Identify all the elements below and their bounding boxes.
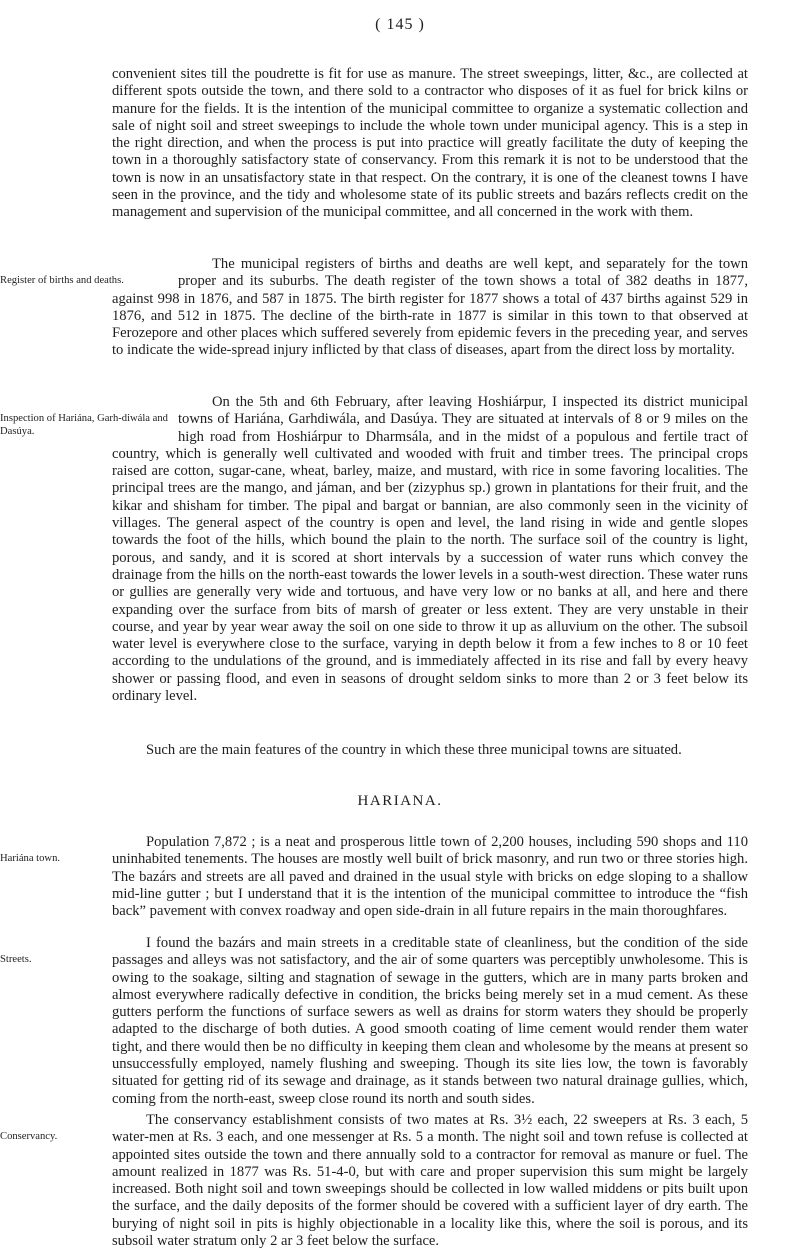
paragraph-hariana-town bbox=[0, 834, 748, 920]
paragraph-registers bbox=[0, 256, 748, 360]
margin-note-conservancy: Conservancy. bbox=[0, 1131, 58, 1142]
margin-note-hariana-town: Hariána town. bbox=[0, 853, 61, 864]
page-number: ( 145 ) bbox=[375, 16, 425, 33]
paragraph-streets bbox=[0, 935, 748, 1108]
margin-note-inspection: Inspection of Hariána, Garh-diwála and Dasúya. bbox=[0, 413, 168, 437]
paragraph-inspection bbox=[0, 394, 748, 705]
paragraph-registers-text: The municipal registers of births and deaths are well kept, and separately for the town proper and its suburbs. The death register of the town shows a total of 382 deaths in 1877, against 998 in 1876, and 587 in 1875. The birth register for 1877 shows a total of 437 births against 529 in 1876, and 512 in 1875. The decline of the birth-rate in 1877 is similar in this town to that observed at Ferozepore and other places which suffered severely from epidemic fevers in the preceding year, and serves to indicate the wide-spread injury inflicted by that class of diseases, apart from the direct loss by mortality. bbox=[112, 256, 748, 359]
paragraph-conservancy-intro: convenient sites till the poudrette is fit for use as manure. The street sweepings, litter, &c., are collected at different spots outside the town, and there sold to a contractor who disposes of it as fuel for brick kilns or manure for the fields. It is the intention of the municipal committee to organize a systematic collection and sale of night soil and street sweepings to include the whole town under municipal agency. This is a step in the right direction, and when the process is put into practice will greatly facilitate the duty of keeping the town in a thoroughly satisfactory state of conservancy. From this remark it is not to be understood that the town is now in an unsatisfactory state in that respect. On the contrary, it is one of the cleanest towns I have seen in the province, and the tidy and wholesome state of its public streets and bazárs reflects credit on the management and supervision of the municipal committee, and all concerned in the work with them. bbox=[112, 66, 748, 221]
paragraph-streets-text: I found the bazárs and main streets in a creditable state of cleanliness, but the condition of the side passages and alleys was not satisfactory, and the air of some quarters was perceptibly unwholesome. This is owing to the soakage, silting and stagnation of sewage in the gutters, which are in many parts broken and almost everywhere radically defective in condition, the bricks being merely set in a mud cement. As these gutters perform the functions of surface sewers as well as drains for storm waters they should be properly adapted to the discharge of both duties. A good smooth coating of lime cement would render them water tight, and there would then be no difficulty in keeping them clean and wholesome by the means at present so unsuccessfully employed, namely flushing and sweeping. Though its site lies low, the town is favorably situated for getting rid of its sewage and drainage, as it stands between two natural drainage gullies, which, coming from the north-east, sweep close round its north and south sides. bbox=[112, 935, 748, 1107]
paragraph-conservancy-text: The conservancy establishment consists of two mates at Rs. 3½ each, 22 sweepers at Rs. 3 each, 5 water-men at Rs. 3 each, and one messenger at Rs. 5 a month. The night soil and town refuse is collected at appointed sites outside the town and there annually sold to a contractor for removal as manure or fuel. The amount realized in 1877 was Rs. 51-4-0, but with care and proper supervision this sum might be largely increased. Both night soil and town sweepings should be collected in low walled middens or pits built upon the surface, and the daily deposits of the former should be covered with a sufficient layer of dry earth. The burying of night soil in pits is highly objectionable in a locality like this, where the soil is porous, and its subsoil water stratum only 2 ar 3 feet below the surface. bbox=[112, 1112, 748, 1250]
paragraph-inspection-text: On the 5th and 6th February, after leaving Hoshiárpur, I inspected its district municipal towns of Hariána, Garhdiwála, and Dasúya. They are situated at intervals of 8 or 9 miles on the high road from Hoshiárpur to Dharmsála, and in the midst of a populous and fertile tract of country, which is generally well cultivated and wooded with fruit and timber trees. The principal crops raised are cotton, sugar-cane, wheat, barley, maize, and mustard, with rice in some favoring localities. The principal trees are the mango, and jáman, and ber (zizyphus sp.) grown in plantations for their fruit, and the kikar and shisham for timber. The pipal and bargat or bannian, are also commonly seen in the vicinity of villages. The general aspect of the country is open and level, the land rising in wide and gentle slopes towards the foot of the hills, which bound the plain to the north. The surface soil of the country is light, porous, and sandy, and it is scored at short intervals by a succession of water runs which convey the drainage from the hills on the north-east towards the lower levels in a south-west direction. These water runs or gullies are generally very wide and tortuous, and have very low or no banks at all, and here and there expanding over the surface from bits of marsh of greater or less extent. They are very unstable in their course, and year by year wear away the soil on one side to throw it up as alluvium on the other. The subsoil water level is everywhere close to the surface, varying in depth below it from a few inches to 8 or 10 feet according to the undulations of the ground, and is immediately affected in its rise and fall by every heavy shower or passing flood, and even in seasons of drought seldom sinks to more than 2 or 3 feet below its ordinary level. bbox=[112, 394, 748, 705]
section-heading-hariana: HARIANA. bbox=[357, 793, 443, 809]
margin-note-registers: Register of births and deaths. bbox=[0, 275, 124, 286]
margin-note-streets: Streets. bbox=[0, 954, 32, 965]
paragraph-hariana-town-text: Population 7,872 ; is a neat and prosperous little town of 2,200 houses, including 590 shops and 110 uninhabited tenements. The houses are mostly well built of brick masonry, and run two or three stories high. The bazárs and streets are all paved and drained in the usual style with bricks on edge sloping to a shallow mid-line gutter ; but I understand that it is the intention of the municipal committee to introduce the “fish back” pavement with convex roadway and open side-drain in all future repairs in the main thoroughfares. bbox=[112, 834, 748, 920]
paragraph-conservancy bbox=[0, 1112, 748, 1250]
paragraph-main-features: Such are the main features of the country in which these three municipal towns are situated. bbox=[146, 742, 682, 758]
